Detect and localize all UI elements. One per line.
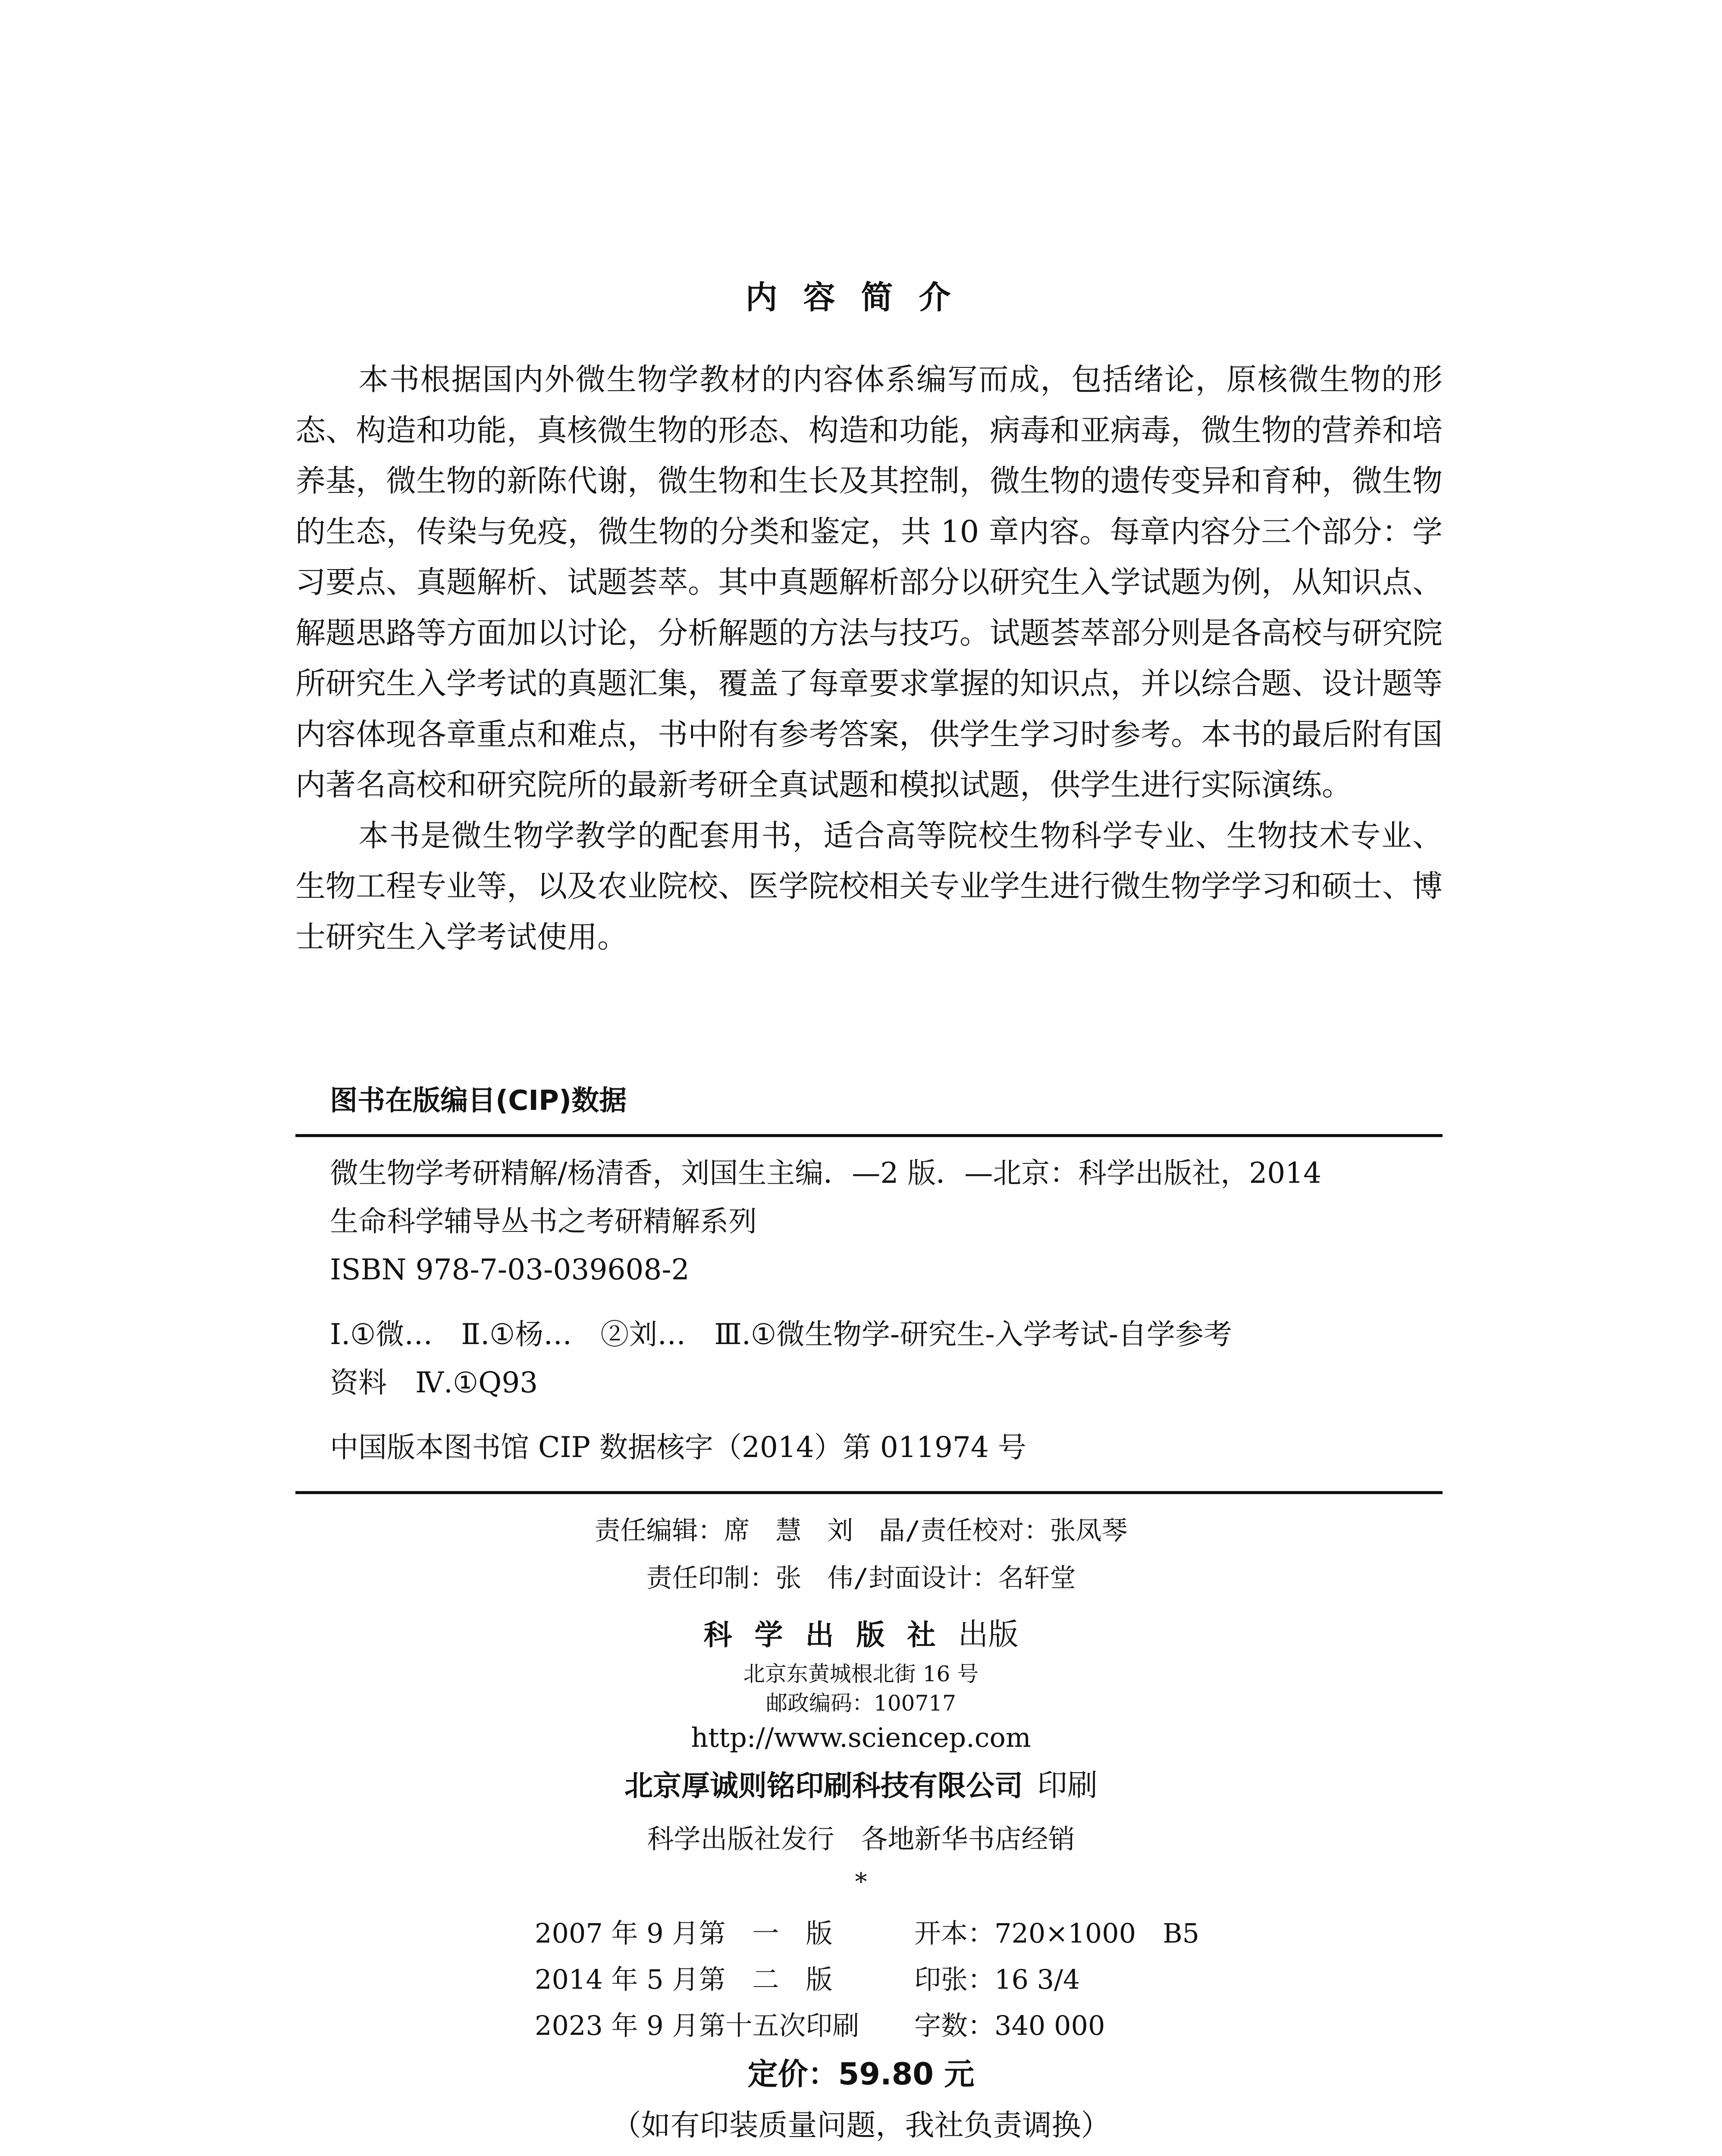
- summary-paragraph-2: 本书是微生物学教学的配套用书，适合高等院校生物科学专业、生物技术专业、生物工程专业等，以及农业院校、医学院校相关专业学生进行微生物学学习和硕士、博士研究生入学考试使用。: [295, 818, 1443, 955]
- summary-body: [295, 354, 1443, 962]
- edition-row-3-right: 字数：340 000: [914, 2010, 1105, 2041]
- publisher-suffix: 出版: [958, 1617, 1019, 1652]
- edition-row-1-left: 2007 年 9 月第 一 版: [535, 1918, 833, 1949]
- cip-top-rule: [295, 1134, 1443, 1137]
- cip-classification-line-1: Ⅰ.①微… Ⅱ.①杨… ②刘… Ⅲ.①微生物学-研究生-入学考试-自学参考: [330, 1318, 1232, 1351]
- cip-isbn: ISBN 978-7-03-039608-2: [330, 1253, 690, 1286]
- publisher-url: http://www.sciencep.com: [691, 1722, 1031, 1753]
- distribution-line: 科学出版社发行 各地新华书店经销: [647, 1823, 1075, 1855]
- summary-title: 内容简介: [745, 279, 977, 316]
- publisher-name: 科学出版社: [703, 1618, 958, 1651]
- cip-series: 生命科学辅导丛书之考研精解系列: [330, 1205, 757, 1238]
- edition-row-2-right: 印张：16 3/4: [914, 1964, 1080, 1995]
- edition-row-2-left: 2014 年 5 月第 二 版: [535, 1964, 833, 1995]
- edition-row-3-left: 2023 年 9 月第十五次印刷: [535, 2010, 859, 2041]
- separator-star: *: [855, 1868, 867, 1896]
- cip-heading: 图书在版编目(CIP)数据: [330, 1085, 627, 1117]
- cip-classification: [330, 1310, 1443, 1407]
- cip-bottom-rule: [295, 1491, 1443, 1494]
- publisher-postcode: 邮政编码：100717: [766, 1691, 956, 1716]
- cip-verification-number: 中国版本图书馆 CIP 数据核字（2014）第 011974 号: [330, 1431, 1026, 1464]
- cip-classification-line-2: 资料 Ⅳ.①Q93: [330, 1366, 538, 1399]
- quality-notice: （如有印装质量问题，我社负责调换）: [612, 2109, 1110, 2143]
- price: 定价：59.80 元: [747, 2056, 975, 2092]
- publisher-line: [0, 1613, 1722, 1656]
- edition-row: [535, 1956, 1484, 2002]
- cip-record: 微生物学考研精解/杨清香，刘国生主编．—2 版．—北京：科学出版社，2014: [330, 1156, 1322, 1190]
- publisher-address: 北京东黄城根北街 16 号: [743, 1661, 979, 1686]
- credits-editors: 责任编辑：席 慧 刘 晶/责任校对：张凤琴: [594, 1516, 1128, 1546]
- cip-data-block: [330, 1149, 1443, 1472]
- summary-paragraph-1: 本书根据国内外微生物学教材的内容体系编写而成，包括绪论，原核微生物的形态、构造和功能，真核微生物的形态、构造和功能，病毒和亚病毒，微生物的营养和培养基，微生物的新陈代谢，微生物和生长及其控制，微生物的遗传变异和育种，微生物的生态，传染与免疫，微生物的分类和鉴定，共 10 章内容。每章内容分三个部分：学习要点、真题解析、试题荟萃。其中真题解析部分以研究生入学试题为例，从知识点、解题思路等方面加以讨论，分析解题的方法与技巧。试题荟萃部分则是各高校与研究院所研究生入学考试的真题汇集，覆盖了每章要求掌握的知识点，并以综合题、设计题等内容体现各章重点和难点，书中附有参考答案，供学生学习时参考。本书的最后附有国内著名高校和研究院所的最新考研全真试题和模拟试题，供学生进行实际演练。: [295, 362, 1443, 802]
- printer-line: [0, 1764, 1722, 1807]
- edition-row-1-right: 开本：720×1000 B5: [914, 1918, 1200, 1949]
- edition-row: [535, 1910, 1484, 1956]
- credits-production: 责任印制：张 伟/封面设计：名轩堂: [646, 1563, 1076, 1593]
- printer-name: 北京厚诚则铭印刷科技有限公司: [624, 1769, 1023, 1802]
- printer-suffix: 印刷: [1037, 1767, 1098, 1803]
- edition-table: [535, 1910, 1484, 2049]
- edition-row: [535, 2002, 1484, 2049]
